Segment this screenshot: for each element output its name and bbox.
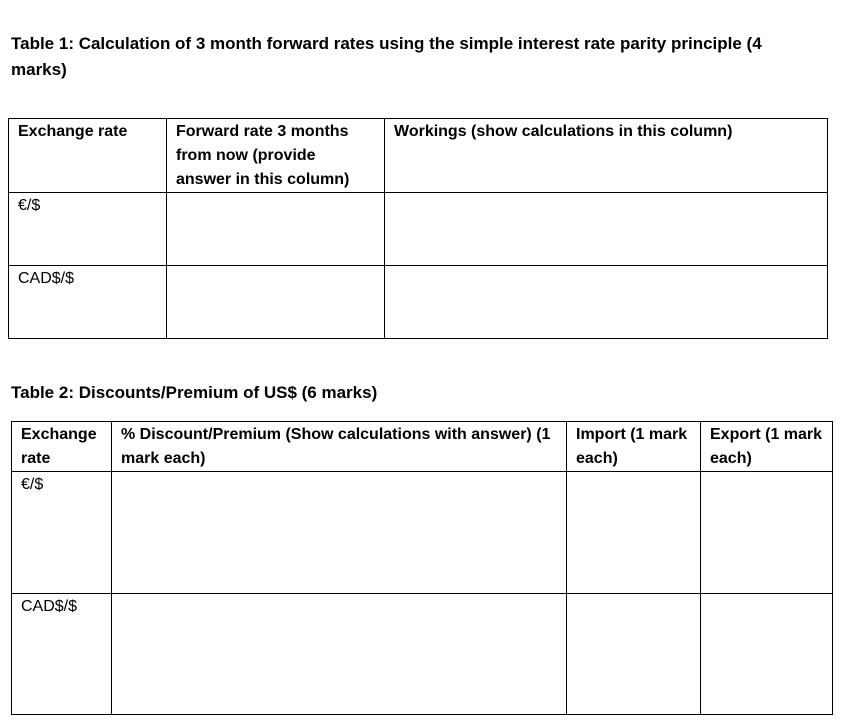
forward-rates-table	[8, 118, 828, 339]
forward-rate-cell[interactable]	[167, 266, 385, 339]
export-cell[interactable]	[701, 472, 833, 594]
export-cell[interactable]	[701, 594, 833, 715]
header-discount-premium: % Discount/Premium (Show calculations with answer) (1 mark each)	[112, 422, 567, 472]
table1-title: Table 1: Calculation of 3 month forward rates using the simple interest rate parity principle (4 marks)	[11, 34, 762, 79]
discount-premium-cell[interactable]	[112, 594, 567, 715]
table2-title: Table 2: Discounts/Premium of US$ (6 marks)	[11, 383, 378, 402]
row-label-cad-usd: CAD$/$	[9, 266, 167, 339]
table-row	[12, 472, 833, 594]
header-exchange-rate: Exchange rate	[12, 422, 112, 472]
row-label-cad-usd: CAD$/$	[12, 594, 112, 715]
header-workings: Workings (show calculations in this column)	[385, 119, 828, 193]
table-row	[9, 193, 828, 266]
discount-premium-cell[interactable]	[112, 472, 567, 594]
import-cell[interactable]	[567, 472, 701, 594]
workings-cell[interactable]	[385, 193, 828, 266]
discount-premium-table	[11, 421, 833, 715]
forward-rate-cell[interactable]	[167, 193, 385, 266]
header-forward-rate: Forward rate 3 months from now (provide answer in this column)	[167, 119, 385, 193]
workings-cell[interactable]	[385, 266, 828, 339]
import-cell[interactable]	[567, 594, 701, 715]
row-label-eur-usd: €/$	[12, 472, 112, 594]
table-row	[12, 594, 833, 715]
row-label-eur-usd: €/$	[9, 193, 167, 266]
header-export: Export (1 mark each)	[701, 422, 833, 472]
header-exchange-rate: Exchange rate	[9, 119, 167, 193]
header-import: Import (1 mark each)	[567, 422, 701, 472]
table-row	[9, 266, 828, 339]
